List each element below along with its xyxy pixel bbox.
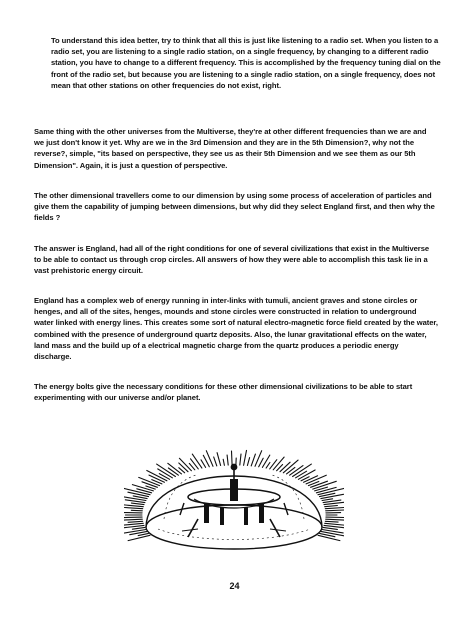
page-number: 24 — [229, 581, 240, 591]
paragraph-england-answer: The answer is England, had all of the right conditions for one of several civilizations that exist in the Multiverse to be able to contact us through crop circles. All answers of how they were able to accomplish this task lie in a vast prehistoric energy circuit. — [34, 244, 430, 276]
paragraph-multiverse-frequencies: Same thing with the other universes from the Multiverse, they're at other different frequencies than we are and we just don't know it yet. Why are we in the 3rd Dimension and they are in the 5th Dimension?, why not the reverse?, simple, "its based on perspective, they see us as their 5th Dimension and we see them as our 5th Dimension". Again, it is just a question of perspective. — [34, 127, 427, 170]
energy-dome-illustration — [124, 419, 344, 565]
paragraph-energy-web: England has a complex web of energy running in inter-links with tumuli, ancient graves and stone circles or henges, and all of the sites, henges, mounds and stone circles were constructed in relation to underground water linked with energy lines. This creates some sort of natural electro-magnetic force field created by the water, combined with the presence of underground quartz deposits. Also, the lunar gravitational effects on the water, land mass and the build up of a electrical magnetic charge from the quartz produces a periodic energy discharge. — [34, 296, 438, 362]
ground-ellipse — [146, 505, 322, 549]
paragraph-dimensional-travellers: The other dimensional travellers come to our dimension by using some process of acceleration of particles and give them the capability of jumping between dimensions, but why did they select England first, and then why the fields ? — [34, 191, 435, 223]
paragraph-energy-bolts: The energy bolts give the necessary conditions for these other dimensional civilizations to be able to start experimenting with our universe and/or planet. — [34, 382, 413, 403]
standing-structure — [180, 464, 288, 537]
paragraph-radio-analogy: To understand this idea better, try to think that all this is just like listening to a radio set. When you listen to a radio set, you are listening to a single radio station, on a single frequency, by changing to a different radio station, you have to change to a different frequency. This is accomplished by the frequency tuning dial on the front of the radio set, but because you are listening to a single radio station, on a single frequency, does not mean that other stations on other frequencies do not exist, right. — [51, 36, 441, 90]
ground-inner-line — [158, 529, 310, 540]
